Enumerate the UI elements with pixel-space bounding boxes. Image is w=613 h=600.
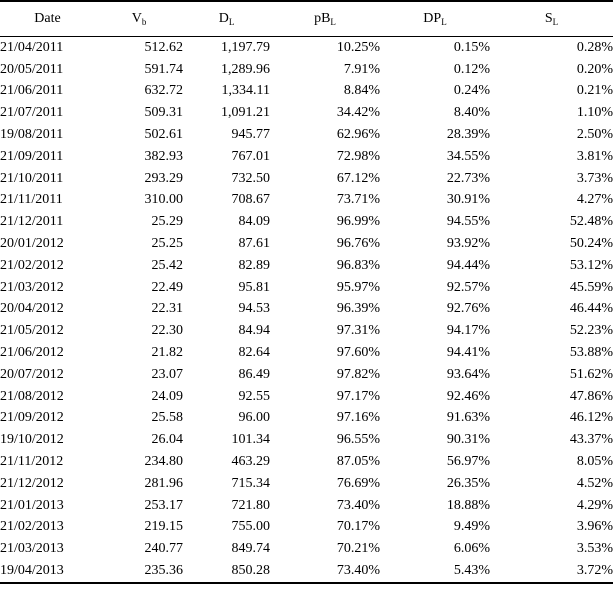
cell-sl: 4.29%	[576, 497, 613, 513]
cell-sl: 1.10%	[576, 105, 613, 121]
cell-date: 21/07/2011	[0, 105, 64, 121]
cell-dl: 1,334.11	[221, 83, 270, 99]
cell-vb: 235.36	[144, 563, 183, 579]
cell-dpl: 9.49%	[453, 519, 490, 535]
cell-pbl: 67.12%	[336, 170, 380, 186]
cell-date: 20/01/2012	[0, 236, 64, 252]
cell-date: 21/06/2011	[0, 83, 64, 99]
cell-pbl: 73.40%	[336, 497, 380, 513]
cell-pbl: 96.76%	[336, 236, 380, 252]
cell-vb: 234.80	[144, 454, 183, 470]
table-body	[0, 37, 613, 583]
cell-dl: 82.64	[238, 345, 270, 361]
cell-dpl: 0.15%	[453, 39, 490, 55]
cell-dpl: 0.12%	[453, 61, 490, 77]
column-header-dl	[183, 1, 270, 37]
cell-date: 21/03/2012	[0, 279, 64, 295]
table-row	[0, 124, 613, 146]
table-row	[0, 211, 613, 233]
cell-vb: 22.49	[151, 279, 183, 295]
cell-vb: 502.61	[144, 127, 183, 143]
cell-dpl: 6.06%	[453, 541, 490, 557]
cell-vb: 25.58	[151, 410, 183, 426]
cell-vb: 509.31	[144, 105, 183, 121]
table-row	[0, 299, 613, 321]
cell-dpl: 28.39%	[446, 127, 490, 143]
column-header-subscript: L	[441, 17, 447, 27]
table-row	[0, 429, 613, 451]
cell-date: 21/04/2011	[0, 39, 64, 55]
column-header-main: Date	[34, 11, 61, 26]
cell-date: 20/05/2011	[0, 61, 64, 77]
table-row	[0, 146, 613, 168]
column-header-main: DP	[423, 11, 442, 26]
table-row	[0, 59, 613, 81]
table-row	[0, 560, 613, 583]
cell-dpl: 94.17%	[446, 323, 490, 339]
cell-pbl: 97.31%	[336, 323, 380, 339]
cell-dl: 721.80	[231, 497, 270, 513]
table-row	[0, 190, 613, 212]
cell-vb: 24.09	[151, 388, 183, 404]
cell-dl: 1,197.79	[221, 39, 270, 55]
cell-sl: 50.24%	[569, 236, 613, 252]
cell-pbl: 73.71%	[336, 192, 380, 208]
cell-vb: 26.04	[151, 432, 183, 448]
cell-dpl: 22.73%	[446, 170, 490, 186]
table-row	[0, 538, 613, 560]
column-header-pbl	[270, 1, 380, 37]
cell-date: 21/11/2011	[0, 192, 63, 208]
cell-pbl: 70.21%	[336, 541, 380, 557]
cell-vb: 382.93	[144, 148, 183, 164]
cell-vb: 253.17	[144, 497, 183, 513]
cell-date: 20/07/2012	[0, 366, 64, 382]
column-header-date	[0, 1, 95, 37]
column-header-subscript: L	[228, 17, 235, 27]
table-header-row	[0, 1, 613, 37]
cell-pbl: 97.16%	[336, 410, 380, 426]
cell-vb: 240.77	[144, 541, 183, 557]
column-header-sl	[490, 1, 613, 37]
table-row	[0, 81, 613, 103]
cell-pbl: 96.55%	[336, 432, 380, 448]
cell-vb: 512.62	[144, 39, 183, 55]
cell-date: 19/08/2011	[0, 127, 64, 143]
cell-dpl: 0.24%	[453, 83, 490, 99]
cell-dl: 732.50	[231, 170, 270, 186]
table-row	[0, 408, 613, 430]
table-row	[0, 277, 613, 299]
cell-sl: 52.23%	[569, 323, 613, 339]
cell-pbl: 97.17%	[336, 388, 380, 404]
cell-date: 21/08/2012	[0, 388, 64, 404]
cell-sl: 52.48%	[569, 214, 613, 230]
cell-dl: 101.34	[231, 432, 270, 448]
cell-dpl: 94.44%	[446, 257, 490, 273]
column-header-subscript: b	[141, 17, 147, 27]
table-row	[0, 473, 613, 495]
table-row	[0, 495, 613, 517]
cell-date: 19/10/2012	[0, 432, 64, 448]
cell-pbl: 96.83%	[336, 257, 380, 273]
cell-vb: 293.29	[144, 170, 183, 186]
cell-dl: 95.81	[238, 279, 270, 295]
cell-vb: 21.82	[151, 345, 183, 361]
cell-date: 21/12/2011	[0, 214, 64, 230]
cell-sl: 0.20%	[576, 61, 613, 77]
cell-sl: 3.81%	[576, 148, 613, 164]
cell-dpl: 56.97%	[446, 454, 490, 470]
cell-dl: 1,289.96	[221, 61, 270, 77]
cell-sl: 2.50%	[576, 127, 613, 143]
table-row	[0, 320, 613, 342]
column-header-main: V	[131, 11, 142, 26]
cell-dpl: 94.41%	[446, 345, 490, 361]
cell-vb: 591.74	[144, 61, 183, 77]
column-header-main: pB	[314, 11, 331, 26]
cell-dpl: 92.57%	[446, 279, 490, 295]
cell-pbl: 62.96%	[336, 127, 380, 143]
cell-pbl: 96.99%	[336, 214, 380, 230]
cell-dl: 849.74	[231, 541, 270, 557]
cell-date: 20/04/2012	[0, 301, 64, 317]
column-header-dpl	[380, 1, 490, 37]
cell-sl: 0.21%	[576, 83, 613, 99]
cell-dl: 92.55	[238, 388, 270, 404]
cell-dl: 715.34	[231, 475, 270, 491]
column-header-vb	[95, 1, 183, 37]
cell-pbl: 97.60%	[336, 345, 380, 361]
cell-date: 21/10/2011	[0, 170, 64, 186]
cell-sl: 46.44%	[569, 301, 613, 317]
cell-dpl: 91.63%	[446, 410, 490, 426]
cell-vb: 310.00	[144, 192, 183, 208]
cell-sl: 3.73%	[576, 170, 613, 186]
cell-sl: 3.72%	[576, 563, 613, 579]
cell-dpl: 30.91%	[446, 192, 490, 208]
table-row	[0, 517, 613, 539]
cell-vb: 632.72	[144, 83, 183, 99]
cell-pbl: 73.40%	[336, 563, 380, 579]
cell-sl: 46.12%	[569, 410, 613, 426]
cell-dpl: 26.35%	[446, 475, 490, 491]
cell-sl: 51.62%	[569, 366, 613, 382]
column-header-main: S	[544, 11, 553, 26]
table-row	[0, 233, 613, 255]
cell-dl: 767.01	[231, 148, 270, 164]
cell-pbl: 34.42%	[336, 105, 380, 121]
cell-vb: 25.25	[151, 236, 183, 252]
cell-date: 21/01/2013	[0, 497, 64, 513]
table-row	[0, 342, 613, 364]
cell-pbl: 87.05%	[336, 454, 380, 470]
cell-dl: 755.00	[231, 519, 270, 535]
cell-pbl: 76.69%	[336, 475, 380, 491]
cell-pbl: 95.97%	[336, 279, 380, 295]
cell-dpl: 92.76%	[446, 301, 490, 317]
cell-date: 21/12/2012	[0, 475, 64, 491]
cell-date: 21/03/2013	[0, 541, 64, 557]
cell-sl: 4.27%	[576, 192, 613, 208]
cell-date: 21/11/2012	[0, 454, 64, 470]
cell-dpl: 5.43%	[453, 563, 490, 579]
cell-date: 21/06/2012	[0, 345, 64, 361]
cell-dl: 708.67	[231, 192, 270, 208]
cell-dpl: 34.55%	[446, 148, 490, 164]
cell-sl: 43.37%	[569, 432, 613, 448]
column-header-subscript: L	[552, 17, 559, 27]
cell-pbl: 96.39%	[336, 301, 380, 317]
cell-pbl: 72.98%	[336, 148, 380, 164]
cell-sl: 0.28%	[576, 39, 613, 55]
cell-date: 21/09/2011	[0, 148, 64, 164]
cell-pbl: 10.25%	[336, 39, 380, 55]
cell-date: 19/04/2013	[0, 563, 64, 579]
table-row	[0, 364, 613, 386]
cell-dpl: 92.46%	[446, 388, 490, 404]
cell-sl: 45.59%	[569, 279, 613, 295]
cell-dl: 96.00	[238, 410, 270, 426]
cell-vb: 23.07	[151, 366, 183, 382]
cell-sl: 8.05%	[576, 454, 613, 470]
cell-vb: 219.15	[144, 519, 183, 535]
cell-vb: 22.31	[151, 301, 183, 317]
cell-date: 21/02/2013	[0, 519, 64, 535]
cell-dpl: 93.92%	[446, 236, 490, 252]
table-row	[0, 255, 613, 277]
cell-dpl: 93.64%	[446, 366, 490, 382]
cell-date: 21/02/2012	[0, 257, 64, 273]
cell-dl: 84.94	[238, 323, 270, 339]
cell-dl: 1,091.21	[221, 105, 270, 121]
column-header-subscript: L	[330, 17, 336, 27]
cell-dpl: 94.55%	[446, 214, 490, 230]
cell-dl: 84.09	[238, 214, 270, 230]
cell-sl: 53.88%	[569, 345, 613, 361]
table-row	[0, 451, 613, 473]
cell-dl: 463.29	[231, 454, 270, 470]
cell-date: 21/09/2012	[0, 410, 64, 426]
cell-pbl: 8.84%	[343, 83, 380, 99]
table-row	[0, 37, 613, 59]
cell-dl: 82.89	[238, 257, 270, 273]
cell-dpl: 8.40%	[453, 105, 490, 121]
cell-vb: 281.96	[144, 475, 183, 491]
cell-pbl: 7.91%	[343, 61, 380, 77]
cell-pbl: 97.82%	[336, 366, 380, 382]
cell-vb: 25.29	[151, 214, 183, 230]
table-row	[0, 102, 613, 124]
cell-dl: 87.61	[238, 236, 270, 252]
cell-dl: 86.49	[238, 366, 270, 382]
cell-sl: 53.12%	[569, 257, 613, 273]
cell-sl: 4.52%	[576, 475, 613, 491]
cell-sl: 3.53%	[576, 541, 613, 557]
cell-pbl: 70.17%	[336, 519, 380, 535]
table-row	[0, 386, 613, 408]
cell-vb: 25.42	[151, 257, 183, 273]
cell-dpl: 18.88%	[446, 497, 490, 513]
cell-sl: 47.86%	[569, 388, 613, 404]
cell-dl: 850.28	[231, 563, 270, 579]
cell-sl: 3.96%	[576, 519, 613, 535]
cell-dl: 945.77	[231, 127, 270, 143]
cell-dl: 94.53	[238, 301, 270, 317]
cell-dpl: 90.31%	[446, 432, 490, 448]
cell-date: 21/05/2012	[0, 323, 64, 339]
cell-vb: 22.30	[151, 323, 183, 339]
table-row	[0, 168, 613, 190]
column-header-main: D	[218, 11, 229, 26]
